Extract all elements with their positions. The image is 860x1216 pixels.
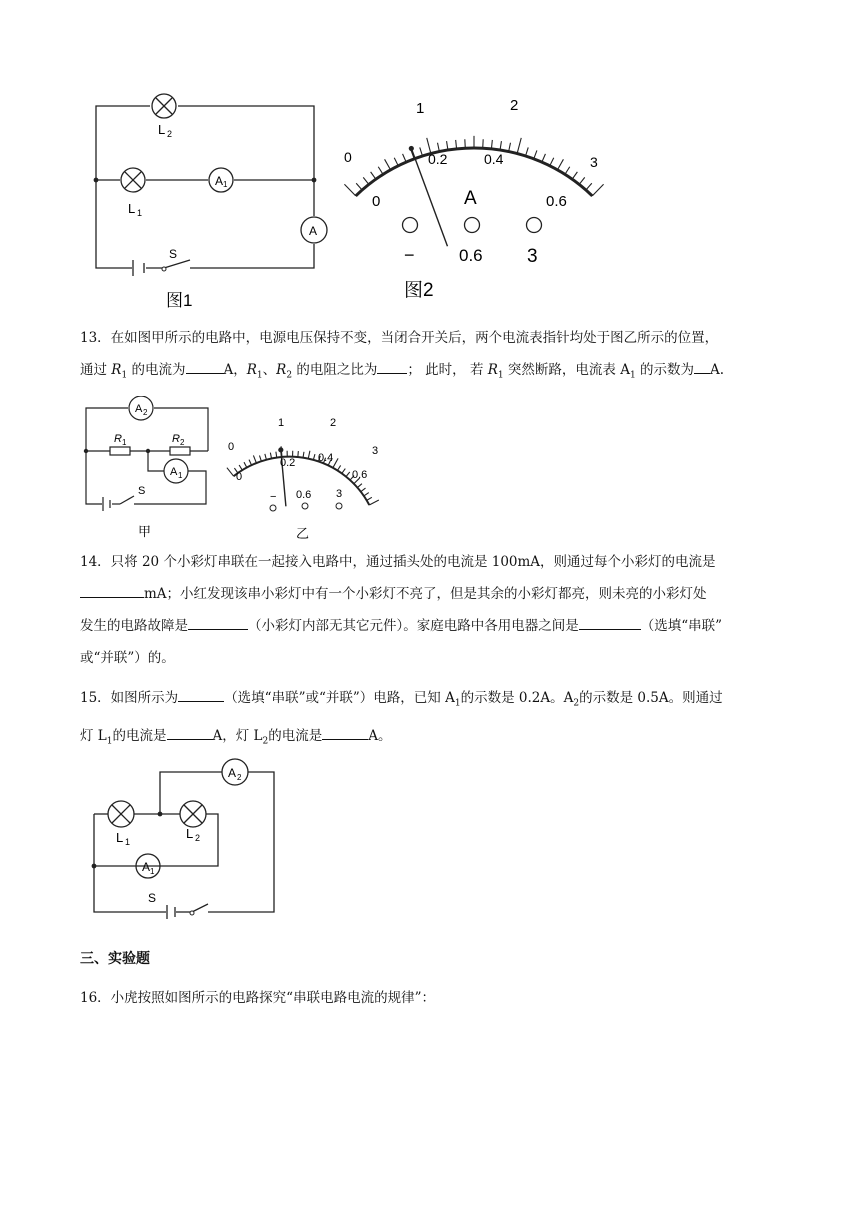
dial-tick [364,492,369,497]
yi-terminal-neg: − [270,491,277,503]
q14-text: （选填“串联” [640,618,723,634]
q13-sub: 1 [256,370,263,381]
jia-label-a1-sub: 1 [178,471,183,480]
q13-line-1: 13．在如图甲所示的电路中，电源电压保持不变，当闭合开关后，两个电流表指针均处于图乙所示的位置， [80,330,719,346]
figure-2-ammeter [338,88,618,308]
q13-line-2 [80,354,780,392]
answer-blank[interactable] [167,725,213,740]
q13-text: 突然断路，电流表 A [503,362,630,378]
jia-label-a2: A [135,403,143,415]
dial-tick [526,147,529,156]
label-l1: L [128,201,136,216]
yi-bottom-02: 0.2 [280,457,296,469]
dial2-bottom-06: 0.6 [546,193,567,210]
figure-2-caption: 图2 [404,280,434,301]
q13-var: R [276,362,287,378]
yi-top-1: 1 [278,417,285,429]
dial-tick [308,451,310,459]
label-l2: L [158,122,166,137]
q14-text: mA；小红发现该串小彩灯中有一个小彩灯不亮了，但是其余的小彩灯都亮，则未亮的小彩灯处 [144,586,707,602]
dial-tick [557,159,563,170]
q15-text: 的电流是 [112,727,167,744]
dial-tick [303,452,305,458]
figure-1-circuit [86,88,336,313]
q15-text: 15．如图所示为 [80,690,179,706]
q13-var: R [487,362,498,378]
q14-line-1: 14．只将 20 个小彩灯串联在一起接入电路中，通过插头处的电流是 100mA，则通过每个小彩灯的电流是 [80,554,716,570]
yi-top-3: 3 [372,445,379,457]
q13-text: ； 此时， 若 [407,362,488,378]
q15-text: （选填“串联”或“并联”）电路，已知 A [224,690,455,706]
fig15-label-l2: L [186,826,194,841]
q13-text: 的示数为 [635,362,695,378]
q14-text: 发生的电路故障是 [80,618,188,634]
dial-tick [363,177,369,184]
q14-line-3 [80,610,780,642]
dial2-top-2: 2 [510,97,519,114]
answer-blank[interactable] [579,615,641,630]
figure-15-circuit [84,756,284,922]
answer-blank[interactable] [178,687,224,702]
dial-tick [403,154,407,162]
question-13 [80,322,780,392]
q14-text: （小彩灯内部无其它元件）。家庭电路中各用电器之间是 [248,618,579,634]
dial-tick [420,147,423,156]
yi-top-2: 2 [330,417,337,429]
fig15-label-a2-sub: 2 [237,773,242,782]
dial-tick [367,496,372,501]
q13-sub: 1 [629,370,636,381]
yi-bottom-06: 0.6 [352,469,368,481]
dial-tick [572,172,577,179]
fig15-label-s: S [148,891,157,905]
dial-tick [337,465,340,471]
jia-label-r1: R [114,433,122,445]
label-l2-sub: 2 [167,129,173,139]
dial-tick [592,184,603,196]
figure-jia-caption: 甲 [138,524,152,539]
q15-text: 灯 L [80,727,107,744]
dial2-unit: A [464,188,477,209]
dial-tick [346,471,350,477]
q15-line-1 [80,682,780,720]
dial-tick [565,167,570,175]
q15-sub: 1 [106,736,113,747]
answer-blank[interactable] [188,615,248,630]
q15-line-2 [80,720,780,758]
yi-top-0: 0 [228,441,235,453]
jia-label-a1: A [170,466,178,478]
dial-tick [394,158,398,166]
dial-tick [369,498,379,506]
dial2-top-0: 0 [344,149,352,165]
dial-tick [385,159,391,170]
fig15-label-a2: A [228,766,237,780]
section-heading: 三、实验题 [80,951,150,967]
answer-blank[interactable] [80,583,144,598]
dial-pointer-head [278,447,284,453]
dial-tick [344,184,355,196]
q13-text: 的电阻之比为 [292,362,378,378]
q13-text: 、 [262,362,277,378]
question-16: 16．小虎按照如图所示的电路探究“串联电路电流的规律”： [80,990,435,1006]
q13-sub: 1 [121,370,128,381]
dial2-terminal-neg: − [404,245,415,265]
answer-blank[interactable] [322,725,368,740]
q13-var: R [111,362,122,378]
answer-blank[interactable] [694,359,710,374]
fig15-label-l1-sub: 1 [125,837,131,847]
q13-text: 的电流为 [127,362,186,378]
label-a: A [309,224,318,238]
q13-text: A， [223,362,247,378]
jia-label-r2: R [172,433,180,445]
yi-bottom-04: 0.4 [318,452,334,464]
figure-jia-circuit [78,396,218,544]
dial-pointer-head [409,146,414,151]
fig15-label-a1: A [142,860,151,874]
label-a1: A [215,174,224,188]
yi-terminal-06: 0.6 [296,489,312,501]
jia-label-a2-sub: 2 [143,408,148,417]
jia-label-r1-sub: 1 [122,438,127,447]
q13-text: A. [710,362,725,378]
dial-tick [371,172,376,179]
dial-tick [517,138,521,154]
q15-text: A。 [368,727,392,744]
dial2-top-3: 3 [590,154,598,170]
yi-terminal-3: 3 [336,488,343,500]
q13-var: R [246,362,257,378]
yi-bottom-0: 0 [236,471,243,483]
dial-tick [534,150,537,158]
q14-line-4: 或“并联”）的。 [80,650,175,666]
dial2-bottom-02: 0.2 [428,151,448,167]
label-l1-sub: 1 [137,208,143,218]
q13-sub: 1 [497,370,504,381]
jia-label-s: S [138,485,146,497]
q14-line-2 [80,578,780,610]
dial-tick [342,468,345,474]
q15-sub: 2 [262,736,269,747]
q15-text: 的示数是 0.2A。A [460,690,574,706]
dial-tick [378,167,383,175]
dial2-terminal-3: 3 [527,246,538,267]
q15-text: 的电流是 [268,727,323,744]
dial-tick [333,458,338,469]
dial-tick [225,468,235,476]
figure-yi-caption: 乙 [296,526,310,541]
fig15-label-l2-sub: 2 [195,833,201,843]
dial2-bottom-0: 0 [372,193,381,210]
question-15 [80,682,780,757]
dial2-bottom-04: 0.4 [484,151,504,167]
figure-1-caption: 图1 [166,291,193,310]
dial-tick [238,465,243,470]
q13-text: 通过 [80,362,112,378]
dial2-terminal-06: 0.6 [459,246,483,265]
q15-sub: 1 [454,698,461,709]
answer-blank[interactable] [186,359,224,374]
dial-tick [313,454,315,460]
label-a1-sub: 1 [223,180,228,189]
q13-sub: 2 [286,370,293,381]
question-14 [80,546,780,674]
figure-yi-ammeter [222,408,382,544]
dial-tick [357,483,362,488]
dial-tick [550,158,554,166]
dial-tick [579,177,585,184]
dial-tick [542,154,546,162]
q15-text: A，灯 L [212,727,263,744]
dial-tick [356,183,362,190]
fig15-label-a1-sub: 1 [150,867,155,876]
answer-blank[interactable] [377,359,407,374]
dial-tick [586,183,592,190]
jia-label-r2-sub: 2 [180,438,185,447]
fig15-label-l1: L [116,830,124,845]
dial-tick [361,487,366,492]
q15-text: 的示数是 0.5A。则通过 [579,690,723,706]
q15-sub: 2 [573,698,580,709]
label-s: S [169,247,178,261]
dial2-top-1: 1 [416,100,425,117]
